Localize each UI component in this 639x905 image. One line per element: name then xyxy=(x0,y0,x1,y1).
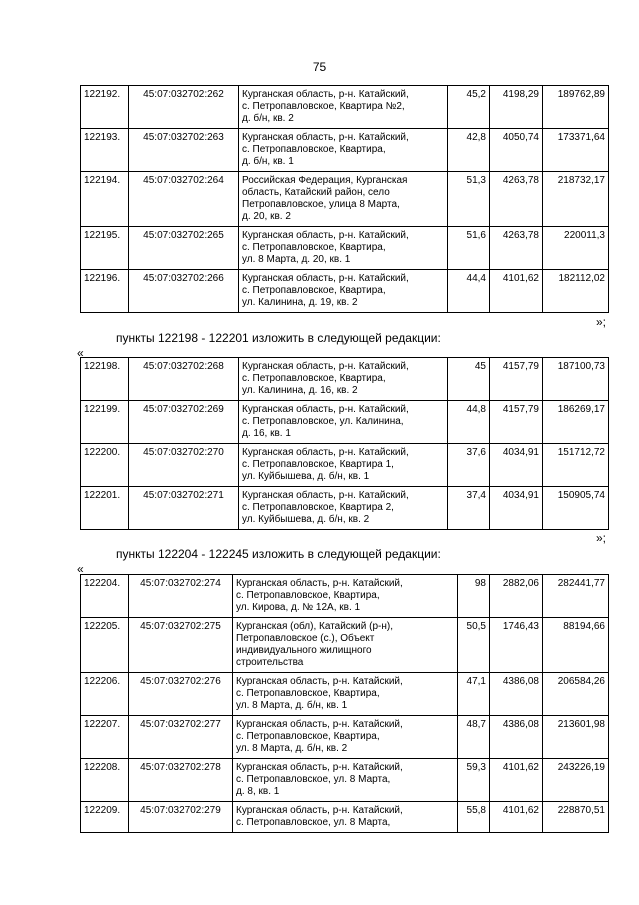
unit-value: 4101,62 xyxy=(490,802,543,833)
page-number: 75 xyxy=(312,60,327,74)
address-line: д. 8, кв. 1 xyxy=(236,786,280,797)
cadastral-number: 45:07:032702:277 xyxy=(129,716,233,759)
table-row xyxy=(81,227,609,270)
address-line: Курганская область, р-н. Катайский, xyxy=(236,762,403,773)
address-line: строительства xyxy=(236,657,304,668)
registry-table-2 xyxy=(80,357,609,530)
address-line: с. Петропавловское, Квартира 2, xyxy=(242,502,394,513)
cadastral-number: 45:07:032702:278 xyxy=(129,759,233,802)
unit-value: 4386,08 xyxy=(490,716,543,759)
address-line: Курганская область, р-н. Катайский, xyxy=(236,805,403,816)
area: 42,8 xyxy=(448,129,490,172)
cadastral-number: 45:07:032702:265 xyxy=(129,227,239,270)
address-line: с. Петропавловское, Квартира, xyxy=(242,144,386,155)
area: 50,5 xyxy=(458,618,490,673)
row-number: 122207. xyxy=(81,716,129,759)
cadastral-value: 189762,89 xyxy=(543,86,609,129)
address-line: с. Петропавловское, ул. Калинина, xyxy=(242,416,404,427)
cadastral-value: 206584,26 xyxy=(543,673,609,716)
cadastral-number: 45:07:032702:271 xyxy=(129,487,239,530)
address-line: Курганская область, р-н. Катайский, xyxy=(236,719,403,730)
cadastral-number: 45:07:032702:268 xyxy=(129,358,239,401)
address-line: д. 20, кв. 2 xyxy=(242,211,291,222)
table-row xyxy=(81,172,609,227)
table-row xyxy=(81,444,609,487)
address-line: ул. Калинина, д. 16, кв. 2 xyxy=(242,385,358,396)
opening-quote: « xyxy=(77,346,84,360)
row-number: 122200. xyxy=(81,444,129,487)
address xyxy=(233,618,458,673)
cadastral-value: 151712,72 xyxy=(543,444,609,487)
cadastral-value: 220011,3 xyxy=(543,227,609,270)
address xyxy=(239,401,448,444)
address-line: Курганская (обл), Катайский (р-н), xyxy=(236,621,393,632)
address-line: Петропавловское (с.), Объект xyxy=(236,633,375,644)
row-number: 122201. xyxy=(81,487,129,530)
address-line: с. Петропавловское, Квартира №2, xyxy=(242,101,405,112)
table-row xyxy=(81,270,609,313)
area: 48,7 xyxy=(458,716,490,759)
area: 51,3 xyxy=(448,172,490,227)
area: 51,6 xyxy=(448,227,490,270)
area: 45,2 xyxy=(448,86,490,129)
table-row xyxy=(81,618,609,673)
address-line: с. Петропавловское, Квартира 1, xyxy=(242,459,394,470)
address-line: ул. Куйбышева, д. б/н, кв. 2 xyxy=(242,514,370,525)
area: 44,8 xyxy=(448,401,490,444)
address-line: Курганская область, р-н. Катайский, xyxy=(242,404,409,415)
table-row xyxy=(81,802,609,833)
cadastral-value: 218732,17 xyxy=(543,172,609,227)
row-number: 122192. xyxy=(81,86,129,129)
address-line: Петропавловское, улица 8 Марта, xyxy=(242,199,400,210)
address-line: с. Петропавловское, Квартира, xyxy=(236,590,380,601)
address-line: Курганская область, р-н. Катайский, xyxy=(242,361,409,372)
cadastral-value: 186269,17 xyxy=(543,401,609,444)
address-line: Курганская область, р-н. Катайский, xyxy=(236,676,403,687)
unit-value: 4386,08 xyxy=(490,673,543,716)
row-number: 122205. xyxy=(81,618,129,673)
address-line: Курганская область, р-н. Катайский, xyxy=(242,273,409,284)
address-line: с. Петропавловское, Квартира, xyxy=(242,285,386,296)
cadastral-number: 45:07:032702:275 xyxy=(129,618,233,673)
area: 44,4 xyxy=(448,270,490,313)
cadastral-value: 187100,73 xyxy=(543,358,609,401)
cadastral-number: 45:07:032702:279 xyxy=(129,802,233,833)
address-line: с. Петропавловское, Квартира, xyxy=(236,688,380,699)
address-line: индивидуального жилищного xyxy=(236,645,372,656)
cadastral-value: 88194,66 xyxy=(543,618,609,673)
address-line: ул. Кирова, д. № 12А, кв. 1 xyxy=(236,602,361,613)
row-number: 122195. xyxy=(81,227,129,270)
address-line: ул. 8 Марта, д. 20, кв. 1 xyxy=(242,254,351,265)
area: 55,8 xyxy=(458,802,490,833)
area: 47,1 xyxy=(458,673,490,716)
address-line: ул. 8 Марта, д. б/н, кв. 1 xyxy=(236,700,348,711)
address xyxy=(233,802,458,833)
row-number: 122193. xyxy=(81,129,129,172)
row-number: 122199. xyxy=(81,401,129,444)
cadastral-number: 45:07:032702:263 xyxy=(129,129,239,172)
cadastral-value: 282441,77 xyxy=(543,575,609,618)
cadastral-number: 45:07:032702:266 xyxy=(129,270,239,313)
unit-value: 2882,06 xyxy=(490,575,543,618)
row-number: 122206. xyxy=(81,673,129,716)
unit-value: 4050,74 xyxy=(490,129,543,172)
address-line: с. Петропавловское, Квартира, xyxy=(242,373,386,384)
address-line: область, Катайский район, село xyxy=(242,187,390,198)
unit-value: 4263,78 xyxy=(490,227,543,270)
address-line: Курганская область, р-н. Катайский, xyxy=(242,132,409,143)
row-number: 122194. xyxy=(81,172,129,227)
table-row xyxy=(81,358,609,401)
row-number: 122204. xyxy=(81,575,129,618)
registry-table-3 xyxy=(80,574,609,833)
row-number: 122209. xyxy=(81,802,129,833)
cadastral-number: 45:07:032702:274 xyxy=(129,575,233,618)
unit-value: 4034,91 xyxy=(490,444,543,487)
unit-value: 4157,79 xyxy=(490,358,543,401)
cadastral-value: 243226,19 xyxy=(543,759,609,802)
address-line: ул. 8 Марта, д. б/н, кв. 2 xyxy=(236,743,348,754)
address xyxy=(239,129,448,172)
closing-quote: »; xyxy=(596,315,607,329)
address xyxy=(239,86,448,129)
address-line: с. Петропавловское, Квартира, xyxy=(236,731,380,742)
area: 59,3 xyxy=(458,759,490,802)
address xyxy=(239,487,448,530)
area: 37,6 xyxy=(448,444,490,487)
unit-value: 4101,62 xyxy=(490,270,543,313)
address-line: Российская Федерация, Курганская xyxy=(242,175,408,186)
cadastral-number: 45:07:032702:270 xyxy=(129,444,239,487)
address-line: ул. Калинина, д. 19, кв. 2 xyxy=(242,297,358,308)
unit-value: 4101,62 xyxy=(490,759,543,802)
unit-value: 4034,91 xyxy=(490,487,543,530)
address-line: д. 16, кв. 1 xyxy=(242,428,291,439)
table-row xyxy=(81,716,609,759)
table-row xyxy=(81,129,609,172)
cadastral-value: 182112,02 xyxy=(543,270,609,313)
cadastral-value: 213601,98 xyxy=(543,716,609,759)
cadastral-number: 45:07:032702:264 xyxy=(129,172,239,227)
area: 45 xyxy=(448,358,490,401)
unit-value: 4198,29 xyxy=(490,86,543,129)
address-line: Курганская область, р-н. Катайский, xyxy=(242,89,409,100)
address-line: Курганская область, р-н. Катайский, xyxy=(242,490,409,501)
address-line: с. Петропавловское, ул. 8 Марта, xyxy=(236,774,391,785)
cadastral-value: 150905,74 xyxy=(543,487,609,530)
address xyxy=(233,673,458,716)
unit-value: 1746,43 xyxy=(490,618,543,673)
cadastral-value: 173371,64 xyxy=(543,129,609,172)
row-number: 122196. xyxy=(81,270,129,313)
registry-table-1 xyxy=(80,85,609,313)
area: 98 xyxy=(458,575,490,618)
address-line: с. Петропавловское, ул. 8 Марта, xyxy=(236,817,391,828)
address xyxy=(239,227,448,270)
address xyxy=(233,716,458,759)
address xyxy=(239,270,448,313)
amendment-paragraph: пункты 122204 - 122245 изложить в следующей редакции: xyxy=(116,547,441,561)
address-line: Курганская область, р-н. Катайский, xyxy=(242,230,409,241)
address xyxy=(233,759,458,802)
amendment-paragraph: пункты 122198 - 122201 изложить в следующей редакции: xyxy=(116,331,441,345)
address xyxy=(239,172,448,227)
table-row xyxy=(81,673,609,716)
address-line: Курганская область, р-н. Катайский, xyxy=(236,578,403,589)
table-row xyxy=(81,487,609,530)
address-line: ул. Куйбышева, д. б/н, кв. 1 xyxy=(242,471,370,482)
cadastral-number: 45:07:032702:276 xyxy=(129,673,233,716)
address-line: д. б/н, кв. 1 xyxy=(242,156,294,167)
unit-value: 4157,79 xyxy=(490,401,543,444)
cadastral-number: 45:07:032702:262 xyxy=(129,86,239,129)
row-number: 122208. xyxy=(81,759,129,802)
address xyxy=(239,358,448,401)
cadastral-number: 45:07:032702:269 xyxy=(129,401,239,444)
table-row xyxy=(81,401,609,444)
unit-value: 4263,78 xyxy=(490,172,543,227)
address-line: Курганская область, р-н. Катайский, xyxy=(242,447,409,458)
address-line: с. Петропавловское, Квартира, xyxy=(242,242,386,253)
area: 37,4 xyxy=(448,487,490,530)
table-row xyxy=(81,759,609,802)
table-row xyxy=(81,86,609,129)
table-row xyxy=(81,575,609,618)
cadastral-value: 228870,51 xyxy=(543,802,609,833)
address xyxy=(233,575,458,618)
closing-quote: »; xyxy=(596,531,607,545)
row-number: 122198. xyxy=(81,358,129,401)
address xyxy=(239,444,448,487)
opening-quote: « xyxy=(77,562,84,576)
address-line: д. б/н, кв. 2 xyxy=(242,113,294,124)
